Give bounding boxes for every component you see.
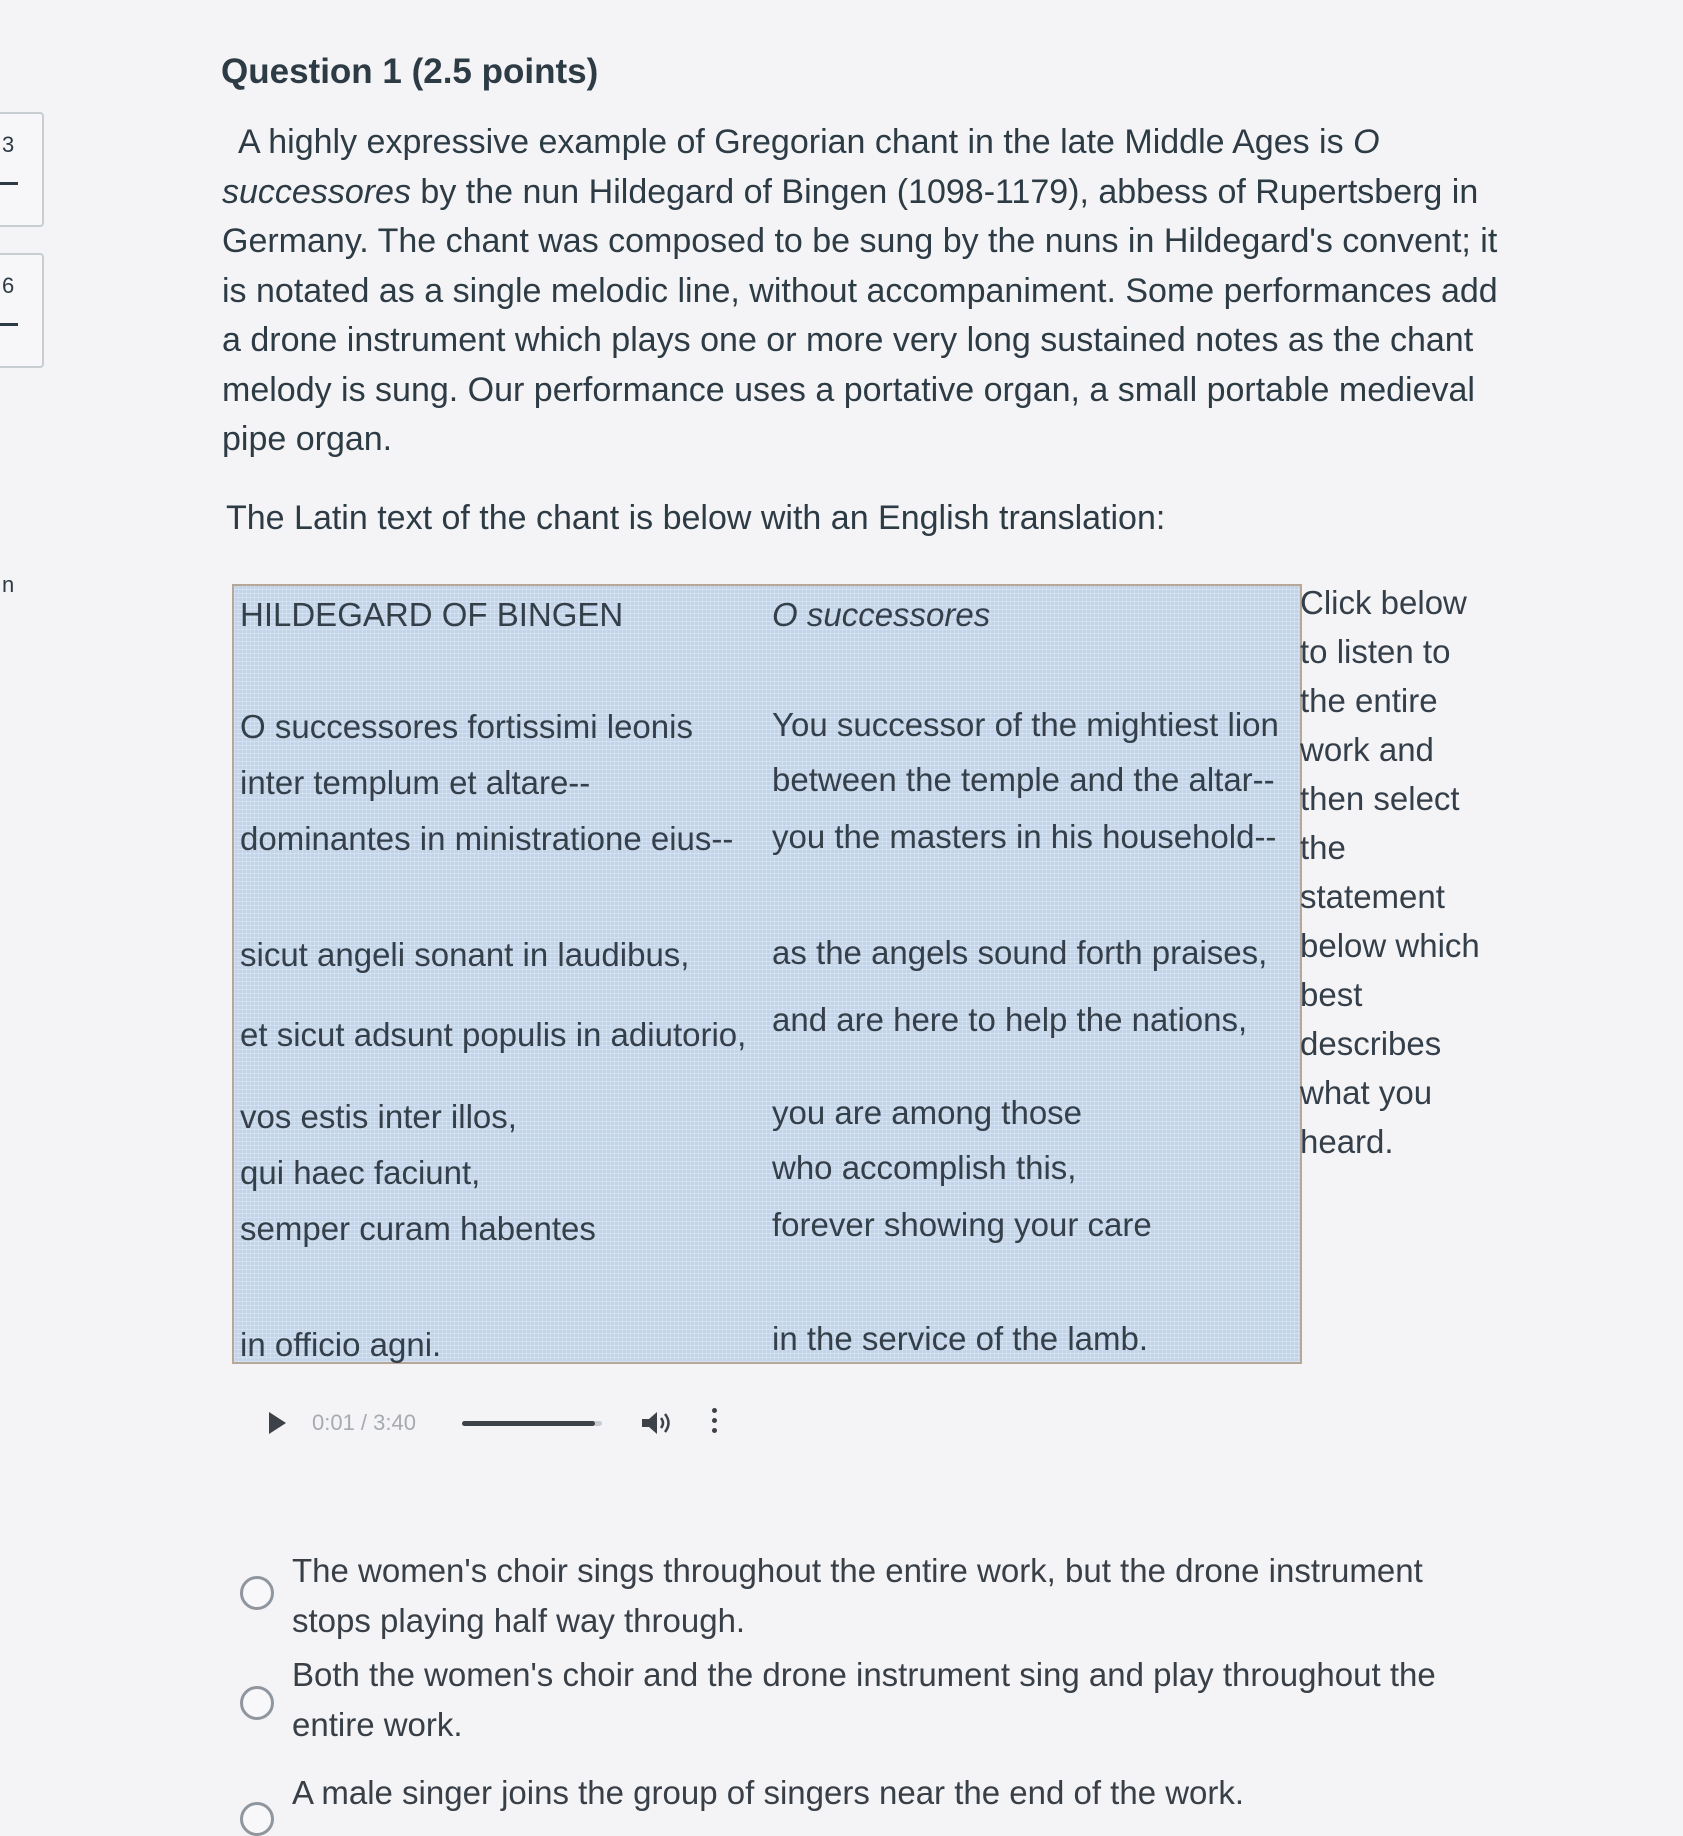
instruction-line: heard. (1300, 1123, 1394, 1160)
play-icon[interactable] (269, 1412, 286, 1434)
answer-option-label: The women's choir sings throughout the entire work, but the drone instrument stops playing half way through. (292, 1552, 1423, 1639)
latin-line: vos estis inter illos, (240, 1098, 517, 1135)
instruction-line: below which (1300, 927, 1480, 964)
listen-instructions (1300, 578, 1500, 1166)
question-intro (222, 118, 1512, 465)
audio-progress-fill (462, 1421, 595, 1426)
instruction-line: the (1300, 829, 1346, 866)
instruction-line: statement (1300, 878, 1445, 915)
lead-text: The Latin text of the chant is below with an English translation: (226, 499, 1166, 537)
instruction-line: then select (1300, 780, 1460, 817)
english-line: who accomplish this, (772, 1149, 1077, 1186)
instruction-line: best (1300, 976, 1363, 1013)
audio-player (262, 1400, 732, 1446)
question-nav-marker (0, 182, 18, 185)
latin-line: O successores fortissimi leonis (240, 708, 693, 745)
answer-option-label: A male singer joins the group of singers near the end of the work. (292, 1774, 1245, 1811)
latin-line: inter templum et altare-- (240, 764, 591, 801)
audio-time: 0:01 / 3:40 (312, 1410, 416, 1435)
instruction-line: Click below (1300, 584, 1467, 621)
radio-button[interactable] (240, 1802, 274, 1836)
question-nav-number: 3 (2, 132, 15, 157)
intro-emphasis: O successores (222, 123, 1380, 211)
question-nav-item[interactable] (0, 253, 44, 368)
intro-text: A highly expressive example of Gregorian chant in the late Middle Ages is (238, 123, 1354, 161)
instruction-line: describes (1300, 1025, 1442, 1062)
table-heading-latin: HILDEGARD OF BINGEN (240, 596, 624, 633)
latin-line: in officio agni. (240, 1326, 442, 1363)
english-line: You successor of the mightiest lion (772, 706, 1279, 743)
question-nav (0, 0, 60, 1830)
english-line: you the masters in his household-- (772, 818, 1277, 855)
latin-line: et sicut adsunt populis in adiutorio, (240, 1016, 747, 1053)
latin-line: semper curam habentes (240, 1210, 596, 1247)
english-line: and are here to help the nations, (772, 1001, 1248, 1038)
radio-button[interactable] (240, 1576, 274, 1610)
latin-line: dominantes in ministratione eius-- (240, 820, 734, 857)
radio-button[interactable] (240, 1686, 274, 1720)
latin-line: sicut angeli sonant in laudibus, (240, 936, 690, 973)
volume-icon[interactable] (640, 1410, 674, 1436)
question-nav-marker (0, 323, 18, 326)
answer-option-label: Both the women's choir and the drone instrument sing and play throughout the entire work. (292, 1656, 1436, 1743)
english-line: in the service of the lamb. (772, 1320, 1149, 1357)
more-vertical-icon[interactable] (710, 1408, 718, 1438)
instruction-line: work and (1300, 731, 1434, 768)
table-heading-english: O successores (772, 596, 991, 633)
instruction-line: the entire (1300, 682, 1438, 719)
english-line: between the temple and the altar-- (772, 761, 1275, 798)
question-nav-item[interactable] (0, 112, 44, 227)
latin-line: qui haec faciunt, (240, 1154, 481, 1191)
audio-progress-bar[interactable] (462, 1421, 602, 1426)
instruction-line: to listen to (1300, 633, 1451, 670)
chant-text-table (232, 584, 1302, 1364)
english-line: you are among those (772, 1094, 1083, 1131)
english-line: forever showing your care (772, 1206, 1152, 1243)
question-nav-number: 6 (2, 273, 15, 298)
english-line: as the angels sound forth praises, (772, 934, 1268, 971)
instruction-line: what you (1300, 1074, 1433, 1111)
intro-text: by the nun Hildegard of Bingen (1098-1179), abbess of Rupertsberg in Germany. The chant was composed to be sung by the nuns in Hildegard's convent; it is notated as a single melodic line, without accompaniment. Some performances add a drone instrument which plays one or more very long sustained notes as the chant melody is sung. Our performance uses a portative organ, a small portable medieval pipe organ. (222, 172, 1498, 458)
question-title: Question 1 (2.5 points) (221, 52, 599, 91)
nav-stub-text: n (2, 572, 15, 597)
